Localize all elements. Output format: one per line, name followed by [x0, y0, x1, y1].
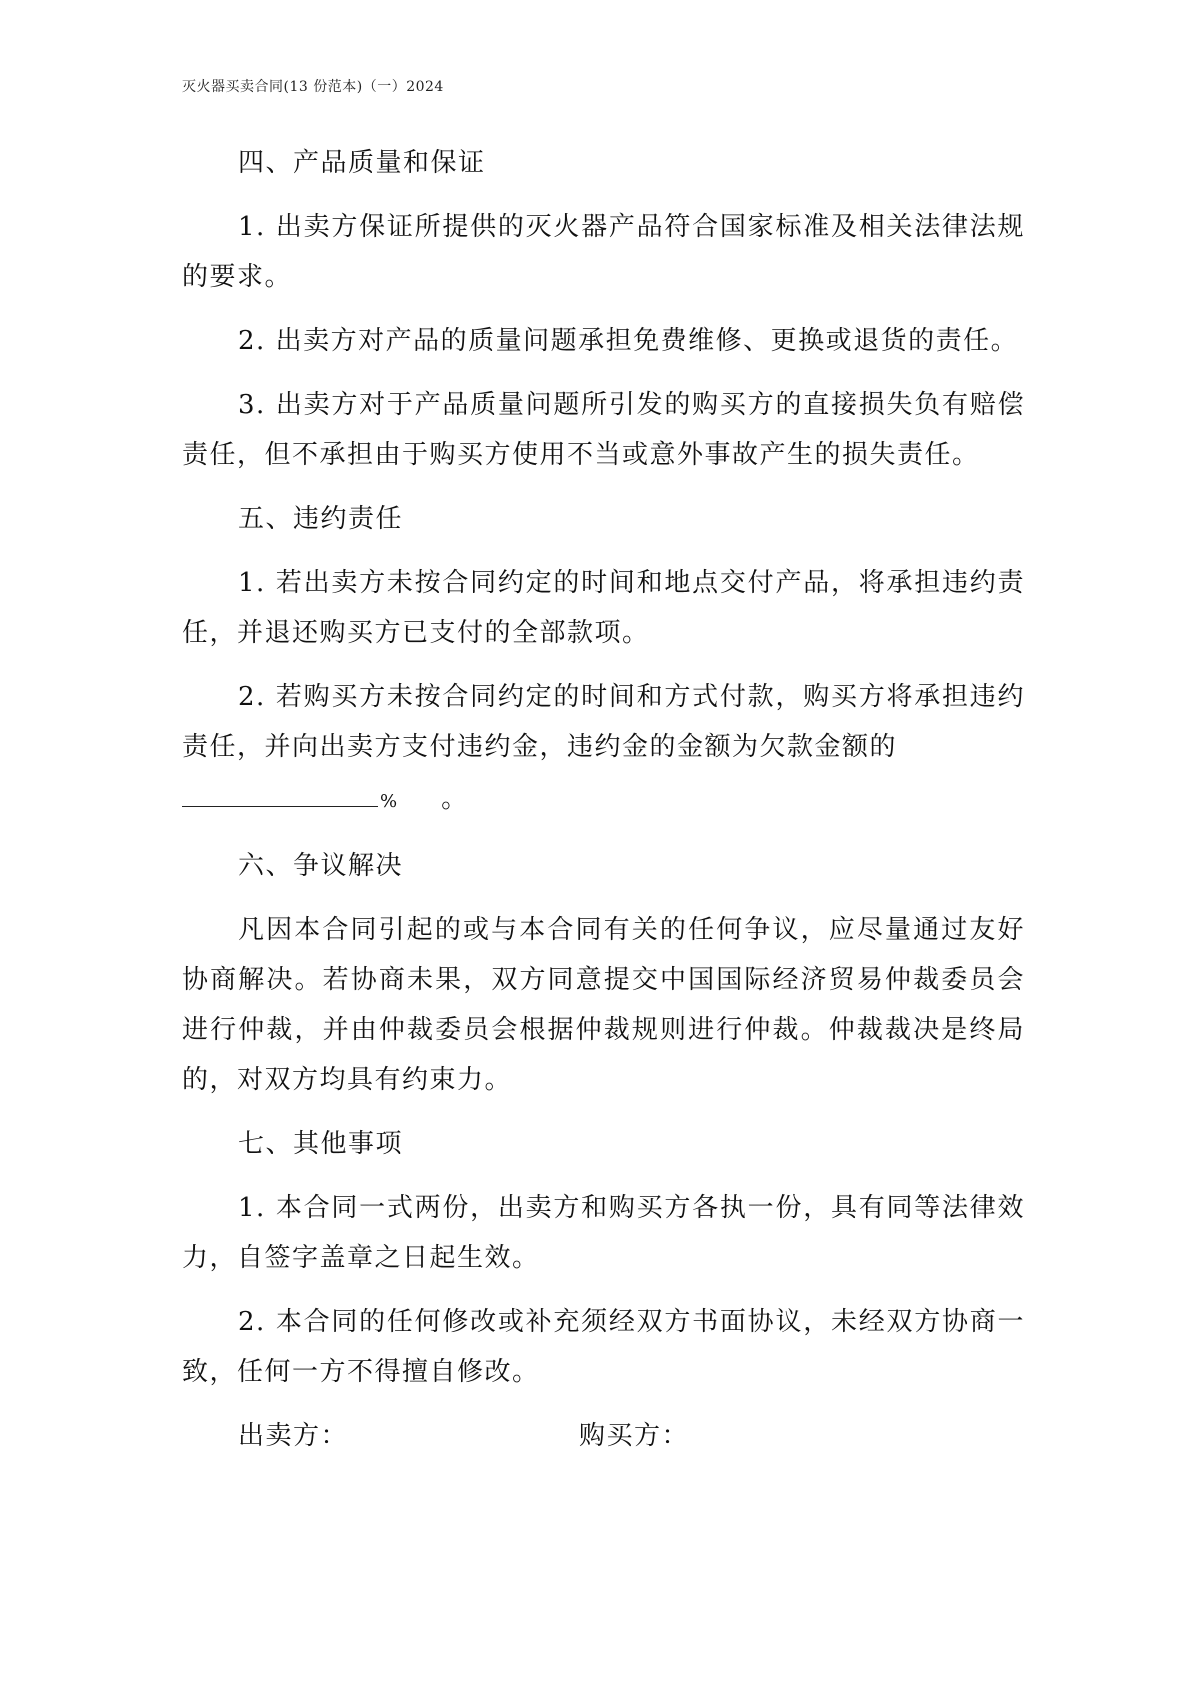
section-heading-dispute: 六、争议解决: [238, 851, 404, 881]
penalty-percent-blank[interactable]: [182, 780, 378, 807]
penalty-percent-line: [182, 774, 1025, 827]
section-heading-other: 七、其他事项: [238, 1129, 404, 1159]
document-header: 灭火器买卖合同(13 份范本)（一）2024: [182, 79, 444, 95]
other-clause-1: 1. 本合同一式两份，出卖方和购买方各执一份，具有同等法律效力，自签字盖章之日起生效。: [182, 1193, 1025, 1273]
quality-clause-3: 3. 出卖方对于产品质量问题所引发的购买方的直接损失负有赔偿责任，但不承担由于购买方使用不当或意外事故产生的损失责任。: [182, 390, 1025, 470]
quality-clause-2: 2. 出卖方对产品的质量问题承担免费维修、更换或退货的责任。: [238, 326, 1019, 356]
section-heading-quality: 四、产品质量和保证: [238, 148, 486, 178]
buyer-signature-label: 购买方：: [579, 1421, 690, 1451]
signature-row: [182, 1411, 1025, 1461]
clause-period: 。: [441, 784, 468, 814]
seller-signature-label: 出卖方：: [238, 1421, 349, 1451]
quality-clause-1: 1. 出卖方保证所提供的灭火器产品符合国家标准及相关法律法规的要求。: [182, 212, 1025, 292]
dispute-clause: 凡因本合同引起的或与本合同有关的任何争议，应尽量通过友好协商解决。若协商未果，双方同意提交中国国际经济贸易仲裁委员会进行仲裁，并由仲裁委员会根据仲裁规则进行仲裁。仲裁裁决是终局的，对双方均具有约束力。: [182, 915, 1025, 1095]
other-clause-2: 2. 本合同的任何修改或补充须经双方书面协议，未经双方协商一致，任何一方不得擅自修改。: [182, 1307, 1025, 1387]
section-heading-breach: 五、违约责任: [238, 504, 404, 534]
breach-clause-2: 2. 若购买方未按合同约定的时间和方式付款，购买方将承担违约责任，并向出卖方支付违约金，违约金的金额为欠款金额的: [182, 682, 1025, 762]
breach-clause-1: 1. 若出卖方未按合同约定的时间和地点交付产品，将承担违约责任，并退还购买方已支付的全部款项。: [182, 568, 1025, 648]
document-body: [182, 138, 1025, 1461]
percent-sign: %: [380, 791, 398, 812]
